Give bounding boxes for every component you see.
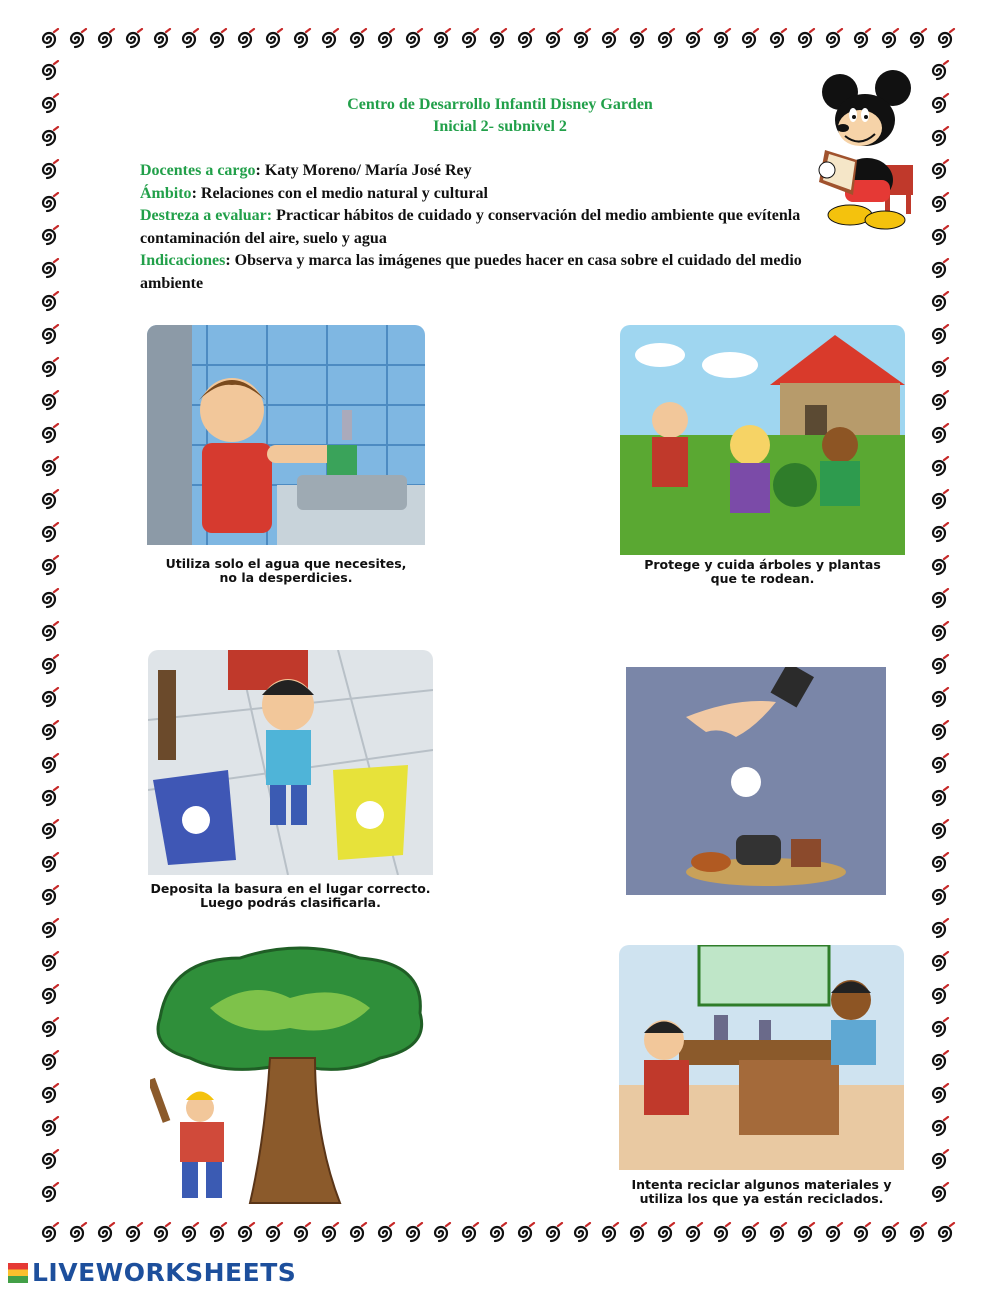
decorative-border-right <box>925 60 965 1225</box>
swirl-ornament-icon <box>38 159 60 181</box>
swirl-ornament-icon <box>38 258 60 280</box>
swirl-ornament-icon <box>38 192 60 214</box>
swirl-ornament-icon <box>906 1222 928 1244</box>
swirl-ornament-icon <box>38 1050 60 1072</box>
swirl-ornament-icon <box>150 28 172 50</box>
swirl-ornament-icon <box>928 291 950 313</box>
swirl-ornament-icon <box>766 28 788 50</box>
swirl-ornament-icon <box>94 1222 116 1244</box>
swirl-ornament-icon <box>928 885 950 907</box>
swirl-ornament-icon <box>486 28 508 50</box>
swirl-ornament-icon <box>38 687 60 709</box>
swirl-ornament-icon <box>928 1149 950 1171</box>
swirl-ornament-icon <box>928 1116 950 1138</box>
swirl-ornament-icon <box>934 1222 956 1244</box>
swirl-ornament-icon <box>178 28 200 50</box>
liveworksheets-badge-icon <box>8 1263 28 1283</box>
man-cutting-tree-illustration <box>150 938 440 1208</box>
swirl-ornament-icon <box>710 1222 732 1244</box>
swirl-ornament-icon <box>458 28 480 50</box>
swirl-ornament-icon <box>38 1222 60 1244</box>
swirl-ornament-icon <box>928 159 950 181</box>
kids-planting-illustration <box>620 325 905 555</box>
swirl-ornament-icon <box>402 1222 424 1244</box>
swirl-ornament-icon <box>598 28 620 50</box>
swirl-ornament-icon <box>206 1222 228 1244</box>
swirl-ornament-icon <box>570 28 592 50</box>
swirl-ornament-icon <box>654 28 676 50</box>
swirl-ornament-icon <box>38 60 60 82</box>
swirl-ornament-icon <box>38 357 60 379</box>
swirl-ornament-icon <box>850 28 872 50</box>
swirl-ornament-icon <box>38 753 60 775</box>
caption-reuse-materials: Intenta reciclar algunos materiales y utiliza los que ya están reciclados. <box>631 1177 892 1206</box>
swirl-ornament-icon <box>38 489 60 511</box>
swirl-ornament-icon <box>928 621 950 643</box>
swirl-ornament-icon <box>822 1222 844 1244</box>
swirl-ornament-icon <box>38 324 60 346</box>
swirl-ornament-icon <box>626 28 648 50</box>
swirl-ornament-icon <box>822 28 844 50</box>
swirl-ornament-icon <box>458 1222 480 1244</box>
swirl-ornament-icon <box>38 720 60 742</box>
swirl-ornament-icon <box>928 786 950 808</box>
level-title: Inicial 2- subnivel 2 <box>433 118 567 135</box>
swirl-ornament-icon <box>514 1222 536 1244</box>
decorative-border-bottom <box>35 1222 965 1262</box>
swirl-ornament-icon <box>38 852 60 874</box>
swirl-ornament-icon <box>928 423 950 445</box>
swirl-ornament-icon <box>38 28 60 50</box>
info-block <box>140 160 840 295</box>
swirl-ornament-icon <box>38 654 60 676</box>
decorative-border-left <box>35 60 75 1225</box>
swirl-ornament-icon <box>346 28 368 50</box>
swirl-ornament-icon <box>38 390 60 412</box>
swirl-ornament-icon <box>710 28 732 50</box>
panel-tree-cutting[interactable] <box>150 938 440 1208</box>
kids-recycling-crafts-illustration <box>619 945 904 1170</box>
swirl-ornament-icon <box>38 456 60 478</box>
swirl-ornament-icon <box>542 28 564 50</box>
swirl-ornament-icon <box>374 28 396 50</box>
instructions-line <box>140 250 840 295</box>
skill-label: Destreza a evaluar: <box>140 207 273 224</box>
swirl-ornament-icon <box>928 687 950 709</box>
caption-sort-trash: Deposita la basura en el lugar correcto. Luego podrás clasificarla. <box>150 881 431 910</box>
swirl-ornament-icon <box>122 28 144 50</box>
panel-reuse-materials[interactable] <box>619 945 904 1210</box>
swirl-ornament-icon <box>934 28 956 50</box>
swirl-ornament-icon <box>928 522 950 544</box>
swirl-ornament-icon <box>430 28 452 50</box>
swirl-ornament-icon <box>38 423 60 445</box>
hand-dropping-litter-illustration <box>626 667 886 895</box>
skill-line <box>140 205 840 250</box>
swirl-ornament-icon <box>928 918 950 940</box>
caption-save-water: Utiliza solo el agua que necesites, no la desperdicies. <box>165 556 407 585</box>
swirl-ornament-icon <box>654 1222 676 1244</box>
swirl-ornament-icon <box>928 753 950 775</box>
swirl-ornament-icon <box>738 1222 760 1244</box>
swirl-ornament-icon <box>66 28 88 50</box>
teachers-value: : Katy Moreno/ María José Rey <box>255 162 472 179</box>
swirl-ornament-icon <box>206 28 228 50</box>
swirl-ornament-icon <box>542 1222 564 1244</box>
swirl-ornament-icon <box>928 1017 950 1039</box>
panel-save-water[interactable] <box>147 325 425 590</box>
swirl-ornament-icon <box>38 621 60 643</box>
swirl-ornament-icon <box>38 1083 60 1105</box>
swirl-ornament-icon <box>928 324 950 346</box>
scope-value: : Relaciones con el medio natural y cultural <box>191 184 488 202</box>
swirl-ornament-icon <box>928 951 950 973</box>
swirl-ornament-icon <box>38 885 60 907</box>
swirl-ornament-icon <box>928 555 950 577</box>
swirl-ornament-icon <box>570 1222 592 1244</box>
swirl-ornament-icon <box>38 1116 60 1138</box>
swirl-ornament-icon <box>928 1182 950 1204</box>
swirl-ornament-icon <box>626 1222 648 1244</box>
scope-label: Ámbito <box>140 184 192 202</box>
swirl-ornament-icon <box>38 555 60 577</box>
swirl-ornament-icon <box>38 291 60 313</box>
panel-hand-dropping-litter[interactable] <box>626 667 886 895</box>
swirl-ornament-icon <box>402 28 424 50</box>
swirl-ornament-icon <box>38 951 60 973</box>
swirl-ornament-icon <box>682 28 704 50</box>
swirl-ornament-icon <box>598 1222 620 1244</box>
swirl-ornament-icon <box>682 1222 704 1244</box>
swirl-ornament-icon <box>290 1222 312 1244</box>
instructions-label: Indicaciones <box>140 252 226 269</box>
swirl-ornament-icon <box>374 1222 396 1244</box>
swirl-ornament-icon <box>234 28 256 50</box>
swirl-ornament-icon <box>38 1017 60 1039</box>
swirl-ornament-icon <box>928 984 950 1006</box>
swirl-ornament-icon <box>514 28 536 50</box>
swirl-ornament-icon <box>928 1083 950 1105</box>
decorative-border-top <box>35 28 965 68</box>
school-name: Centro de Desarrollo Infantil Disney Garden <box>347 96 653 113</box>
swirl-ornament-icon <box>38 522 60 544</box>
swirl-ornament-icon <box>906 28 928 50</box>
swirl-ornament-icon <box>38 225 60 247</box>
swirl-ornament-icon <box>878 28 900 50</box>
swirl-ornament-icon <box>878 1222 900 1244</box>
swirl-ornament-icon <box>928 390 950 412</box>
swirl-ornament-icon <box>928 654 950 676</box>
scope-line <box>140 183 840 206</box>
swirl-ornament-icon <box>794 1222 816 1244</box>
swirl-ornament-icon <box>290 28 312 50</box>
swirl-ornament-icon <box>38 918 60 940</box>
swirl-ornament-icon <box>38 588 60 610</box>
swirl-ornament-icon <box>318 28 340 50</box>
swirl-ornament-icon <box>928 225 950 247</box>
swirl-ornament-icon <box>430 1222 452 1244</box>
swirl-ornament-icon <box>262 1222 284 1244</box>
swirl-ornament-icon <box>928 456 950 478</box>
swirl-ornament-icon <box>928 489 950 511</box>
swirl-ornament-icon <box>850 1222 872 1244</box>
swirl-ornament-icon <box>928 852 950 874</box>
swirl-ornament-icon <box>928 588 950 610</box>
swirl-ornament-icon <box>38 1182 60 1204</box>
teachers-line <box>140 160 840 183</box>
swirl-ornament-icon <box>928 1050 950 1072</box>
liveworksheets-logo[interactable]: LIVEWORKSHEETS <box>8 1258 296 1287</box>
swirl-ornament-icon <box>346 1222 368 1244</box>
swirl-ornament-icon <box>318 1222 340 1244</box>
swirl-ornament-icon <box>928 819 950 841</box>
swirl-ornament-icon <box>928 258 950 280</box>
swirl-ornament-icon <box>178 1222 200 1244</box>
swirl-ornament-icon <box>928 357 950 379</box>
swirl-ornament-icon <box>234 1222 256 1244</box>
swirl-ornament-icon <box>262 28 284 50</box>
swirl-ornament-icon <box>928 60 950 82</box>
caption-protect-trees: Protege y cuida árboles y plantas que te rodean. <box>644 557 881 586</box>
swirl-ornament-icon <box>766 1222 788 1244</box>
swirl-ornament-icon <box>38 819 60 841</box>
swirl-ornament-icon <box>122 1222 144 1244</box>
panel-protect-trees[interactable] <box>620 325 905 590</box>
swirl-ornament-icon <box>150 1222 172 1244</box>
swirl-ornament-icon <box>928 192 950 214</box>
swirl-ornament-icon <box>738 28 760 50</box>
swirl-ornament-icon <box>38 786 60 808</box>
swirl-ornament-icon <box>66 1222 88 1244</box>
instructions-value: : Observa y marca las imágenes que puedes hacer en casa sobre el cuidado del medio ambiente <box>140 252 802 292</box>
boy-at-faucet-illustration <box>147 325 425 545</box>
boy-sorting-trash-illustration <box>148 650 433 875</box>
swirl-ornament-icon <box>928 720 950 742</box>
swirl-ornament-icon <box>486 1222 508 1244</box>
skill-value: Practicar hábitos de cuidado y conservación del medio ambiente que evítenla contaminación del aire, suelo y agua <box>140 207 801 247</box>
swirl-ornament-icon <box>38 1149 60 1171</box>
swirl-ornament-icon <box>38 984 60 1006</box>
teachers-label: Docentes a cargo <box>140 162 256 179</box>
panel-sort-trash[interactable] <box>148 650 433 915</box>
swirl-ornament-icon <box>94 28 116 50</box>
swirl-ornament-icon <box>794 28 816 50</box>
